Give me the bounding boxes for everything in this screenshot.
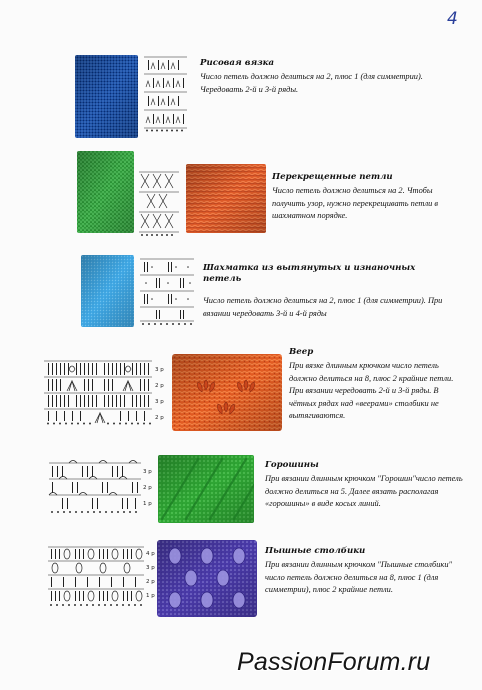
row-label: 1 р <box>143 501 152 507</box>
pattern-title: Пышные столбики <box>265 546 366 556</box>
swatch-puff-stitches <box>157 540 257 617</box>
pattern-description: При вязании длинным крючком "Пышные столбики" число петель должно делиться на 8, плюс 1 (для симметрии), плюс 2 крайние петли. <box>265 560 453 595</box>
row-label: 1 р <box>146 593 155 599</box>
page-number: 4 <box>447 9 458 29</box>
pattern-checkerboard <box>203 263 443 320</box>
swatch-rice-stitch <box>75 55 138 138</box>
pattern-title: Рисовая вязка <box>200 58 275 68</box>
swatch-fan <box>172 354 282 431</box>
swatch-crossed-stitches-orange <box>186 164 266 233</box>
swatch-rice-stitch-image <box>75 55 138 138</box>
row-label: 2 р <box>155 415 164 421</box>
chart-rice-stitch <box>141 53 189 133</box>
pattern-title: Перекрещенные петли <box>272 172 393 182</box>
swatch-peas <box>158 455 254 523</box>
pattern-title: Шахматка из вытянутых и изнаночных петель <box>203 263 416 284</box>
pattern-rice-stitch <box>200 58 425 96</box>
pattern-peas <box>265 460 465 511</box>
pattern-crossed-stitches <box>272 172 462 223</box>
row-label: 3 р <box>155 367 164 373</box>
pattern-description: При вязке длинным крючком число петель должно делиться на 8, плюс 2 крайние петли. При вязании чередовать 2-й и 3-й ряды. В чётных рядах над «веерами» столбики не вытягиваются. <box>289 361 454 421</box>
row-label: 3 р <box>155 399 164 405</box>
row-label: 3 р <box>143 469 152 475</box>
chart-crossed-stitches <box>137 168 181 240</box>
row-label: 2 р <box>143 485 152 491</box>
pattern-description: Число петель должно делиться на 2, плюс 1 (для симметрии). При вязании чередовать 3-й и 4-й ряды <box>203 296 443 318</box>
pattern-description: Число петель должно делиться на 2, плюс 1 (для симметрии). Чередовать 2-й и 3-й ряды. <box>200 72 423 94</box>
watermark-logo: PassionForum.ru <box>237 648 431 676</box>
swatch-crossed-stitches-green <box>77 151 134 233</box>
chart-fan <box>42 357 170 425</box>
chart-peas <box>47 459 155 515</box>
pattern-description: Число петель должно делиться на 2. Чтобы получить узор, нужно перекрещивать петли в шахматном порядке. <box>272 186 439 221</box>
pattern-title: Горошины <box>265 460 319 470</box>
chart-puff-stitches <box>46 543 158 611</box>
row-label: 3 р <box>146 565 155 571</box>
pattern-title: Веер <box>289 347 314 357</box>
row-label: 2 р <box>155 383 164 389</box>
pattern-fan <box>289 347 454 423</box>
pattern-puff-stitches <box>265 546 465 597</box>
row-label: 2 р <box>146 579 155 585</box>
swatch-checkerboard <box>81 255 134 327</box>
row-label: 4 р <box>146 551 155 557</box>
pattern-description: При вязании длинным крючком "Горошин"число петель должно делиться на 5. Далее вязать располагая «горошины» в виде косых линий. <box>265 474 463 509</box>
chart-checkerboard <box>138 255 196 327</box>
